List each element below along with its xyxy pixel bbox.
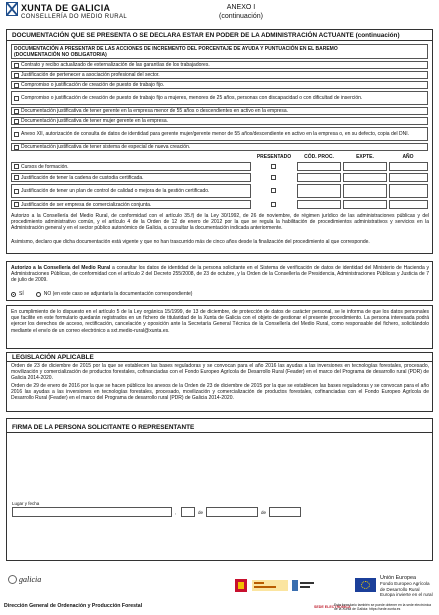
consent-options xyxy=(11,291,192,297)
doc-item[interactable] xyxy=(11,81,428,89)
doc-checkbox[interactable] xyxy=(14,132,19,137)
legislation-title: LEGISLACIÓN APLICABLE xyxy=(12,354,94,361)
doc-item-label: Anexo XII, autorización de consulta de datos de identidad para gerente mujer/gerente menor de 55 años/descendiente en activo en la empresa o, en su defecto, copia del DNI. xyxy=(21,131,410,137)
signature-title: FIRMA DE LA PERSONA SOLICITANTE O REPRESENTANTE xyxy=(12,424,195,431)
spain-coat-of-arms-icon xyxy=(234,578,248,593)
presented-checkbox[interactable] xyxy=(271,202,276,207)
identity-consent-lead: Autorizo a la Consellería del Medio Rural xyxy=(11,265,111,271)
legislation-paragraph: Orden de 29 de enero de 2016 por la que se hacen públicos los anexos de la Orden de 23 de diciembre de 2015 por la que se establecen las bases reguladoras y se convocan para el año 2016 las ayudas a las inversiones en tecnologías forestales, procesado, movilización y comercialización de productos forestales, cofinanciadas con el Fondo Europeo Agrícola de Desarrollo Rural (Feader) en el marco del Programa de desarrollo rural (PDR) de Galicia 2014-2020. xyxy=(11,383,429,402)
year-field[interactable] xyxy=(389,200,428,209)
table-row[interactable] xyxy=(11,200,251,209)
documentation-title: DOCUMENTACIÓN QUE SE PRESENTA O SE DECLARA ESTAR EN PODER DE LA ADMINISTRACIÓN ACTUANTE (continuación) xyxy=(12,32,400,39)
identity-consent-body: a consultar los datos de identidad de la persona solicitante en el Sistema de verificación de datos de identidad del Ministerio de Hacienda y Administraciones Públicas, de conformidad con el artículo 2 del Decreto 255/2008, de 23 de octubre, y la Orden de la Consellería de Presidencia, Administraciones Públicas y Justicia de 7 de julio de 2009. xyxy=(11,265,429,284)
doc-checkbox[interactable] xyxy=(14,175,19,180)
presented-checkbox[interactable] xyxy=(271,188,276,193)
identity-consent-section xyxy=(6,261,433,301)
page-footer xyxy=(0,565,439,615)
presented-checkbox[interactable] xyxy=(271,164,276,169)
doc-item[interactable] xyxy=(11,107,428,115)
eu-title: Unión Europea xyxy=(380,575,416,581)
doc-item-label: Documentación justificativa de tener mujer gerente en la empresa. xyxy=(21,118,169,124)
sede-note: Esta formulario también se puede obtener en la sede electrónica de la Xunta de Galicia: https://sede.xunta.es xyxy=(334,603,432,611)
direction-name: Dirección General de Ordenación y Producción Forestal xyxy=(4,603,143,609)
doc-checkbox[interactable] xyxy=(14,109,19,114)
place-field[interactable] xyxy=(12,507,172,517)
org-name: XUNTA DE GALICIA xyxy=(21,3,111,13)
proc-code-field[interactable] xyxy=(297,173,341,182)
year-field[interactable] xyxy=(389,173,428,182)
consent-yes-radio[interactable] xyxy=(11,292,16,297)
doc-item-label: Justificación de tener un plan de control de calidad o mejora de la gestión certificado. xyxy=(21,188,210,194)
doc-item[interactable] xyxy=(11,127,428,141)
month-field[interactable] xyxy=(206,507,258,517)
doc-checkbox[interactable] xyxy=(14,202,19,207)
doc-item-label: Contrato y recibo actualizado de externalización de las garantías de los trabajadores. xyxy=(21,62,210,68)
doc-checkbox[interactable] xyxy=(14,83,19,88)
doc-item-label: Documentación justificativa de tener gerente en la empresa menor de 55 años o descendientes en activo en la empresa. xyxy=(21,108,289,114)
date-separator: de xyxy=(198,510,204,515)
column-proc-code: CÓD. PROC. xyxy=(304,154,334,160)
divider xyxy=(7,40,432,41)
doc-checkbox[interactable] xyxy=(14,63,19,68)
proc-code-field[interactable] xyxy=(297,184,341,198)
annex-title: ANEXO I xyxy=(226,4,256,11)
day-field[interactable] xyxy=(181,507,195,517)
doc-checkbox[interactable] xyxy=(14,189,19,194)
optional-docs-header xyxy=(11,44,428,59)
column-year: AÑO xyxy=(402,154,414,160)
annex-subtitle: (continuación) xyxy=(219,13,263,20)
place-date-separator: , xyxy=(175,510,177,515)
year-field[interactable] xyxy=(389,162,428,171)
doc-checkbox[interactable] xyxy=(14,96,19,101)
eu-flag-icon xyxy=(355,578,376,592)
doc-checkbox[interactable] xyxy=(14,73,19,78)
doc-item-label: Compromiso o justificación de creación de puesto de trabajo fijo a mujeres, menores de 25 años, personas con discapacidad o con dificultad de inserción. xyxy=(21,95,363,101)
validity-declaration: Asimismo, declaro que dicha documentación está vigente y que no han trascurrido más de cinco años desde la finalización del procedimiento al que corresponde. xyxy=(11,239,370,245)
divider xyxy=(7,361,432,362)
consent-no-radio[interactable] xyxy=(36,292,41,297)
eu-fund-line: Fondo Europeo Agrícola xyxy=(380,581,430,587)
annex-heading xyxy=(196,3,286,21)
presented-checkbox[interactable] xyxy=(271,175,276,180)
optional-docs-note: (DOCUMENTACIÓN NO OBLIGATORIA) xyxy=(14,52,107,58)
file-field[interactable] xyxy=(343,200,387,209)
galicia-logo xyxy=(8,575,41,585)
authorization-text: Autorizo a la Consellería del Medio Rural, de conformidad con el artículo 35.f) de la Ley 30/1992, de 26 de noviembre, de régimen jurídico de las administraciones públicas y del procedimiento administrativo común, y el artículo 4 de la Orden de 12 de enero de 2012 por la que se regula la habilitación de procedimientos administrativos y servicios en la Administración general y en el sector público autonómico de Galicia, a consultar la documentación indicada anteriormente. xyxy=(11,213,429,232)
doc-item[interactable] xyxy=(11,117,428,125)
data-protection-text: En cumplimiento de lo dispuesto en el artículo 5 de la Ley orgánica 15/1999, de 13 de diciembre, de protección de datos de carácter personal, se le informa de que los datos personales que facilite en este formulario quedarán registrados en un fichero de titularidad de la Xunta de Galicia con el objeto de gestionar el presente procedimiento. La persona interesada podrá ejercer los derechos de acceso, rectificación, cancelación y oposición ante la Secretaría General Técnica de la Consellería del Medio Rural, como responsable del fichero, solicitándolo mediante el envío de un correo electrónico a sxt.medio-rural@xunta.es. xyxy=(11,309,429,334)
doc-item[interactable] xyxy=(11,91,428,105)
year-field[interactable] xyxy=(269,507,301,517)
table-row[interactable] xyxy=(11,184,251,198)
proc-code-field[interactable] xyxy=(297,162,341,171)
date-separator: de xyxy=(261,510,267,515)
consent-yes-label: SÍ xyxy=(19,291,24,297)
eu-motto: Europa invierte en el rural xyxy=(380,592,433,598)
file-field[interactable] xyxy=(343,173,387,182)
sede-label: SEDE ELECTRÓNICA xyxy=(314,605,351,609)
column-presented: PRESENTADO xyxy=(256,154,292,160)
data-protection-section xyxy=(6,305,433,349)
legislation-section xyxy=(6,352,433,412)
proc-code-field[interactable] xyxy=(297,200,341,209)
divider xyxy=(7,432,432,433)
doc-item-label: Justificación de tener la cadena de custodia certificada. xyxy=(21,174,144,181)
consent-no-label: NO (en este caso se adjuntaría la documentación correspondiente) xyxy=(43,291,193,297)
galicia-mark-icon xyxy=(8,575,17,584)
table-row[interactable] xyxy=(11,162,251,171)
galicia-logo-text: galicia xyxy=(19,575,42,584)
doc-checkbox[interactable] xyxy=(14,145,19,150)
signature-section xyxy=(6,418,433,561)
ministry-logo-icon xyxy=(252,578,288,593)
place-date-label: Lugar y fecha xyxy=(12,501,40,506)
doc-checkbox[interactable] xyxy=(14,164,19,169)
org-subtitle: CONSELLERÍA DO MEDIO RURAL xyxy=(21,14,128,20)
doc-item-label: Cursos de formación. xyxy=(21,163,69,170)
xunta-shield-icon xyxy=(6,2,18,16)
doc-item[interactable] xyxy=(11,71,428,79)
page-header xyxy=(6,2,433,28)
table-row[interactable] xyxy=(11,173,251,182)
year-field[interactable] xyxy=(389,184,428,198)
file-field[interactable] xyxy=(343,184,387,198)
eu-fund-line: de Desarrollo Rural xyxy=(380,586,420,592)
documentation-section xyxy=(6,29,433,254)
column-file: EXPTE. xyxy=(356,154,374,160)
doc-item[interactable] xyxy=(11,61,428,69)
legislation-paragraph: Orden de 23 de diciembre de 2015 por la que se establecen las bases reguladoras y se convocan para el año 2016 las ayudas a las inversiones en tecnologías forestales, procesado, movilización y comercialización de productos forestales, cofinanciadas con el Fondo Europeo Agrícola de Desarrollo Rural (Feader) en el marco del Programa de desarrollo rural (PDR) de Galicia 2014-2020. xyxy=(11,363,429,382)
doc-item-label: Documentación justificativa de tener sistema de especial de nueva creación. xyxy=(21,144,191,150)
file-field[interactable] xyxy=(343,162,387,171)
doc-item-label: Compromiso o justificación de creación de puesto de trabajo fijo. xyxy=(21,82,165,88)
doc-item[interactable] xyxy=(11,143,428,151)
doc-item-label: Justificación de pertenecer a asociación profesional del sector. xyxy=(21,72,160,78)
optional-docs-title: DOCUMENTACIÓN A PRESENTAR DE LAS ACCIONES DE INCREMENTO DEL PORCENTAJE DE AYUDA Y PUNTUACIÓN EN EL BAREMO xyxy=(14,46,338,52)
doc-checkbox[interactable] xyxy=(14,119,19,124)
identity-consent-text xyxy=(11,265,429,284)
xunta-logo-icon xyxy=(292,578,316,593)
eu-funding-label xyxy=(380,576,433,598)
doc-item-label: Justificación de ser empresa de comercialización conjunta. xyxy=(21,201,152,208)
